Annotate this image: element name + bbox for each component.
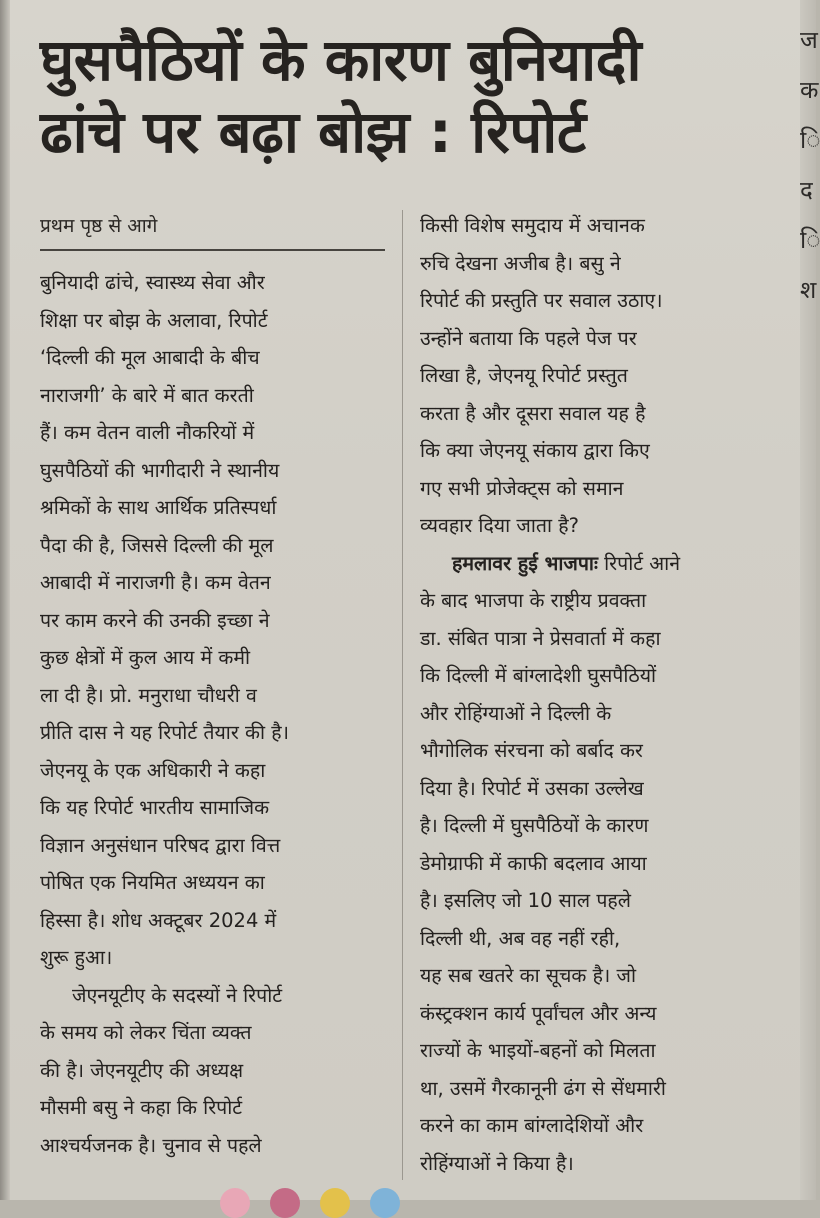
text-line: प्रीति दास ने यह रिपोर्ट तैयार की है। (40, 721, 289, 744)
text-line: और रोहिंग्याओं ने दिल्ली के (420, 701, 612, 725)
print-mark-dot (320, 1188, 350, 1218)
adjacent-column-fragment: ि (800, 126, 820, 154)
text-line: डा. संबित पात्रा ने प्रेसवार्ता में कहा (420, 626, 661, 650)
text-line: रिपोर्ट की प्रस्तुति पर सवाल उठाए। (420, 289, 663, 312)
right-text-column (420, 207, 782, 1182)
text-line: करता है और दूसरा सवाल यह है (420, 401, 646, 425)
text-line: लिखा है, जेएनयू रिपोर्ट प्रस्तुत (420, 364, 628, 387)
column-divider (402, 210, 403, 1180)
article-headline (40, 24, 780, 168)
text-line: विज्ञान अनुसंधान परिषद द्वारा वित्त (40, 833, 281, 857)
text-line: यह सब खतरे का सूचक है। जो (420, 964, 637, 987)
text-line: डेमोग्राफी में काफी बदलाव आया (420, 851, 647, 875)
subhead-line (420, 545, 782, 583)
text-line: रुचि देखना अजीब है। बसु ने (420, 251, 621, 275)
continued-from-front-page-label: प्रथम पृष्ठ से आगे (40, 215, 158, 237)
headline-line-2: ढांचे पर बढ़ा बोझ : रिपोर्ट (40, 98, 586, 166)
print-mark-dot (270, 1188, 300, 1218)
text-line: हिस्सा है। शोध अक्टूबर 2024 में (40, 908, 277, 932)
text-line: के बाद भाजपा के राष्ट्रीय प्रवक्ता (420, 589, 647, 612)
text-line: भौगोलिक संरचना को बर्बाद कर (420, 739, 643, 762)
text-line: कि दिल्ली में बांग्लादेशी घुसपैठियों (420, 664, 657, 687)
text-line: मौसमी बसु ने कहा कि रिपोर्ट (40, 1096, 243, 1119)
text-line: ‘दिल्ली की मूल आबादी के बीच (40, 346, 260, 369)
text-line: जेएनयू के एक अधिकारी ने कहा (40, 758, 266, 782)
text-line: है। दिल्ली में घुसपैठियों के कारण (420, 814, 649, 837)
text-line: पर काम करने की उनकी इच्छा ने (40, 608, 270, 632)
text-line: शिक्षा पर बोझ के अलावा, रिपोर्ट (40, 308, 268, 332)
adjacent-column-fragment: ज (800, 26, 818, 54)
text-line: आश्चर्यजनक है। चुनाव से पहले (40, 1133, 262, 1157)
headline-line-1: घुसपैठियों के कारण बुनियादी (40, 26, 641, 94)
text-line: किसी विशेष समुदाय में अचानक (420, 214, 645, 237)
text-line: श्रमिकों के साथ आर्थिक प्रतिस्पर्धा (40, 496, 277, 519)
text-line: दिल्ली थी, अब वह नहीं रही, (420, 926, 621, 950)
text-line: है। इसलिए जो 10 साल पहले (420, 889, 631, 912)
kicker-rule (40, 249, 385, 251)
text-line: कि यह रिपोर्ट भारतीय सामाजिक (40, 796, 270, 819)
text-line: नाराजगी’ के बारे में बात करती (40, 383, 254, 407)
text-line: रोहिंग्याओं ने किया है। (420, 1151, 574, 1175)
left-text-column (40, 264, 390, 1164)
text-line: के समय को लेकर चिंता व्यक्त (40, 1021, 252, 1044)
subhead-lead: हमलावर हुई भाजपाः (452, 551, 598, 575)
text-line: व्यवहार दिया जाता है? (420, 514, 579, 537)
adjacent-column-fragment: ि (800, 226, 820, 254)
text-line: करने का काम बांग्लादेशियों और (420, 1114, 644, 1137)
text-line: था, उसमें गैरकानूनी ढंग से सेंधमारी (420, 1076, 666, 1100)
text-line: कुछ क्षेत्रों में कुल आय में कमी (40, 646, 251, 669)
text-line: ला दी है। प्रो. मनुराधा चौधरी व (40, 683, 257, 707)
text-line: दिया है। रिपोर्ट में उसका उल्लेख (420, 776, 644, 800)
text-line: की है। जेएनयूटीए की अध्यक्ष (40, 1058, 244, 1082)
text-line: उन्होंने बताया कि पहले पेज पर (420, 326, 637, 350)
paragraph-start-line: जेएनयूटीए के सदस्यों ने रिपोर्ट (72, 983, 283, 1007)
adjacent-column-fragment: क (800, 76, 819, 104)
adjacent-column-fragment: द (800, 176, 813, 204)
text-line: कि क्या जेएनयू संकाय द्वारा किए (420, 439, 650, 462)
adjacent-column-fragment: श (800, 276, 817, 304)
print-mark-dot (220, 1188, 250, 1218)
text-line: राज्यों के भाइयों-बहनों को मिलता (420, 1039, 656, 1062)
print-mark-dot (370, 1188, 400, 1218)
text-line: शुरू हुआ। (40, 946, 113, 969)
text-line: कंस्ट्रक्शन कार्य पूर्वांचल और अन्य (420, 1001, 657, 1025)
subhead-rest: रिपोर्ट आने (597, 551, 681, 575)
text-line: पैदा की है, जिससे दिल्ली की मूल (40, 533, 274, 557)
text-line: गए सभी प्रोजेक्ट्स को समान (420, 476, 624, 500)
text-line: हैं। कम वेतन वाली नौकरियों में (40, 421, 255, 444)
text-line: घुसपैठियों की भागीदारी ने स्थानीय (40, 458, 280, 482)
paper-left-edge (0, 0, 10, 1200)
text-line: बुनियादी ढांचे, स्वास्थ्य सेवा और (40, 271, 265, 294)
colored-print-marks (220, 1188, 400, 1200)
text-line: पोषित एक नियमित अध्ययन का (40, 871, 265, 894)
text-line: आबादी में नाराजगी है। कम वेतन (40, 571, 271, 594)
